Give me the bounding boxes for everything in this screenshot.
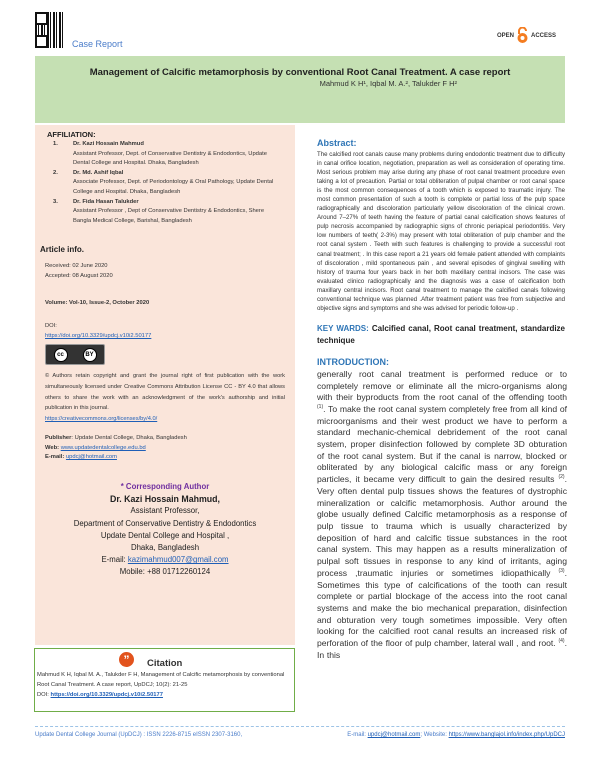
affiliate-details: Assistant Professor, Dept. of Conservative Dentistry & Endodontics, Update Dental College and Hospital. Dhaka, Bangladesh bbox=[73, 150, 267, 167]
keywords bbox=[317, 323, 565, 347]
article-dates bbox=[45, 262, 285, 281]
corresponding-title: Assistant Professor, bbox=[130, 506, 200, 516]
article-title: Management of Calcific metamorphosis by conventional Root Canal Treatment. A case report bbox=[89, 67, 511, 78]
corresponding-mobile: Mobile: +88 01712260124 bbox=[119, 567, 211, 577]
reference-marker: (2) bbox=[558, 474, 565, 481]
footer-email-label: E-mail: bbox=[347, 732, 368, 738]
keywords-value: Calcified canal, Root canal treatment, standardize technique bbox=[317, 323, 565, 345]
introduction-text bbox=[317, 369, 567, 662]
received-date: Received: 02 June 2020 bbox=[45, 263, 108, 270]
publisher-label: Publisher bbox=[45, 435, 72, 442]
keywords-label: KEY WARDS: bbox=[317, 323, 369, 333]
affiliate-name: Dr. Kazi Hossain Mahmud bbox=[73, 141, 144, 147]
qr-code bbox=[35, 12, 63, 48]
citation-box bbox=[34, 648, 295, 712]
corresponding-author bbox=[35, 481, 295, 579]
publisher-info: Publisher: Update Dental College, Dhaka, Bangladesh Web: www.updatedentalcollege.edu.bd E-mail: updcj@hotmail.com bbox=[45, 435, 187, 461]
article-type-label: Case Report bbox=[72, 39, 123, 49]
citation-reference: Mahmud K H, Iqbal M. A., Talukder F H, Management of Calcific metamorphosis by conventional Root Canal Treatment. A case report, UpDCJ; 10(2): 21-25 bbox=[37, 672, 285, 688]
affiliation-item bbox=[53, 169, 283, 198]
volume-info: Volume: Vol-10, Issue-2, October 2020 bbox=[45, 299, 150, 306]
license-link[interactable]: https://creativecommons.org/licenses/by/4.0/ bbox=[45, 415, 158, 422]
abstract-heading: Abstract: bbox=[317, 138, 357, 148]
affiliation-heading: AFFILIATION: bbox=[47, 130, 96, 139]
access-label: ACCESS bbox=[531, 32, 557, 39]
intro-part: . Very often dental pulp tissues shows the features of dystrophic mineralization or calcific metamorphosis. Author around the globe usually defined Calcific metamorphosis as a response of pulp tissue to trauma which is usually characterized by deposition of hard and calcific tissue substances in the root canal system. This may happen as a results mineralization of pulpal soft tissues in response to any kind of irritants, aging process ,traumatic injuries or sometimes idiopathically bbox=[317, 474, 567, 578]
article-info-panel bbox=[35, 125, 295, 645]
footer-website-label: ; Website: bbox=[420, 732, 449, 738]
corresponding-college: Update Dental College and Hospital , bbox=[100, 530, 230, 540]
intro-part: . To make the root canal system completely free from all kind of microorganisms and their west product we have to perform a standard mechanic-chemical debridement of the root canal system, proper disinfection followed by complete 3D obturation of the root canal system. But if the canal is narrow, blocked or obliterated by any biological calcific mass or any foreign particles, it became very difficult to gain the desired results bbox=[317, 403, 567, 485]
affiliate-name: Dr. Md. Ashif Iqbal bbox=[73, 169, 124, 176]
doi-link[interactable]: https://doi.org/10.3329/updcj.v10i2.50177 bbox=[45, 332, 152, 339]
item-number: 2. bbox=[53, 169, 58, 176]
citation-doi-label: DOI: bbox=[37, 692, 51, 698]
corresponding-email-link[interactable]: kazimahmud007@gmail.com bbox=[127, 555, 229, 565]
intro-part: . Sometimes this type of calcifications of the tooth can result complete or partial blockage of the access into the root canal systems and make the bio mechanical preparation, disinfection and obturation very tough sometimes impossible. Very often looking for the calcified root canal results an increased risk of perforation of the floor of pulp chamber, lateral wall , and root. bbox=[317, 567, 567, 649]
reference-marker: (3) bbox=[558, 567, 565, 574]
corresponding-city: Dhaka, Bangladesh bbox=[130, 543, 200, 553]
citation-doi-link[interactable]: https://doi.org/10.3329/updcj.v10i2.50177 bbox=[50, 692, 163, 698]
open-access-logo bbox=[497, 27, 556, 44]
main-column bbox=[317, 137, 567, 661]
introduction-heading: INTRODUCTION: bbox=[317, 356, 389, 367]
affiliate-details: Associate Professor, Dept. of Periodontology & Oral Pathology, Update Dental College and Hospital. Dhaka, Bangladesh bbox=[73, 179, 274, 195]
corresponding-email-label: E-mail: bbox=[101, 555, 128, 565]
footer-website-link[interactable]: https://www.banglajol.info/index.php/UpDCJ bbox=[448, 732, 565, 738]
web-link[interactable]: www.updatedentalcollege.edu.bd bbox=[60, 444, 146, 451]
corresponding-name: Dr. Kazi Hossain Mahmud, bbox=[110, 494, 220, 505]
intro-part: generally root canal treatment is performed reduce or to completely remove or eliminate all the micro-organisms along with their byproducts from the root canal of the offending tooth bbox=[317, 368, 567, 403]
footer-divider bbox=[35, 726, 565, 727]
affiliation-item bbox=[53, 140, 283, 169]
doi-label: DOI: bbox=[45, 323, 57, 330]
citation-heading: Citation bbox=[147, 658, 183, 669]
open-label: OPEN bbox=[497, 32, 515, 39]
open-access-lock-icon bbox=[516, 27, 529, 44]
intro-part: . In this bbox=[317, 638, 567, 660]
affiliate-details: Assistant Professor , Dept of Conservative Dentistry & Endodontics, Shere Bangla Medical College, Barishal, Bangladesh bbox=[73, 208, 265, 224]
page-footer bbox=[35, 732, 565, 738]
accepted-date: Accepted: 08 August 2020 bbox=[45, 272, 113, 279]
cc-by-badge[interactable] bbox=[45, 344, 105, 365]
quote-icon: ” bbox=[119, 652, 134, 667]
web-label: Web bbox=[45, 444, 58, 451]
cc-icon: cc bbox=[54, 348, 68, 362]
abstract-text: The calcified root canals cause many problems during endodontic treatment due to difficulty in canal orifice location, negotiation, preparation as well as consideration of operating time. Most serious problem may arise during any phase of root canal treatment procedure even taking a lot of precaution. Partial or total obliteration of pulpal chamber or root canal space is the most common consequences of a tooth which is exposed to traumatic injury. The most common presentation of such a tooth is complete or partial loss of the pulp space radiographically and discoloration particularly yellow discoloration of the clinical crown. Around 7–27% of teeth having the feature of partial canal calcification shows features of pulp necrosis accompanied by radiographic signs of chronic periapical periodontitis. Very low numbers of teeth( 2-3%) may present with total obliteration of pulp chamber and the root canal system . Teeth with such features is challenging to provide a successful root canal treatment; . In this case report a 21 years old female patient attended with complaints of discoloration , mild spontaneous pain , and several episodes of gingival swelling with history of trauma four years back in her both maxillary central incisors. The case was evaluated clinico radiographically and the diagnosis was a case of calcification both maxillary central incisors. Root canal treatment to manage the calcified canals following conventional technique was planned .After treatment patient was free from subjective and objective signs and symptoms and she was advised for periodic follow-up . bbox=[317, 151, 565, 312]
by-icon: BY bbox=[83, 348, 97, 362]
license-statement: © Authors retain copyright and grant the journal right of first publication with the work simultaneously licensed under Creative Commons Attribution License CC - BY 4.0 that allows others to share the work with an acknowledgment of the work's authorship and initial publication in this journal. bbox=[45, 373, 285, 412]
affiliation-item bbox=[53, 198, 283, 227]
title-banner bbox=[35, 56, 565, 123]
item-number: 1. bbox=[53, 141, 58, 147]
journal-info: Update Dental College Journal (UpDCJ) : ISSN 2226-8715 eISSN 2307-3160, bbox=[35, 732, 243, 738]
reference-marker: (1) bbox=[317, 404, 324, 411]
publisher-value: : Update Dental College, Dhaka, Bangladesh bbox=[71, 435, 187, 442]
affiliate-name: Dr. Fida Hasan Talukder bbox=[73, 198, 139, 205]
reference-marker: (4) bbox=[558, 638, 565, 645]
publisher-email-link[interactable]: updcj@hotmail.com bbox=[65, 454, 117, 461]
footer-email-link[interactable]: updcj@hotmail.com bbox=[367, 732, 421, 738]
corresponding-label: * Corresponding Author bbox=[120, 482, 210, 492]
article-info-heading: Article info. bbox=[40, 245, 85, 255]
authors: Mahmud K H¹, Iqbal M. A.², Talukder F H² bbox=[319, 79, 457, 88]
item-number: 3. bbox=[53, 198, 58, 205]
affiliation-list bbox=[53, 140, 283, 226]
corresponding-dept: Department of Conservative Dentistry & Endodontics bbox=[73, 518, 257, 528]
email-label: E-mail bbox=[45, 454, 63, 461]
citation-text bbox=[37, 670, 293, 700]
license-text bbox=[45, 371, 285, 424]
